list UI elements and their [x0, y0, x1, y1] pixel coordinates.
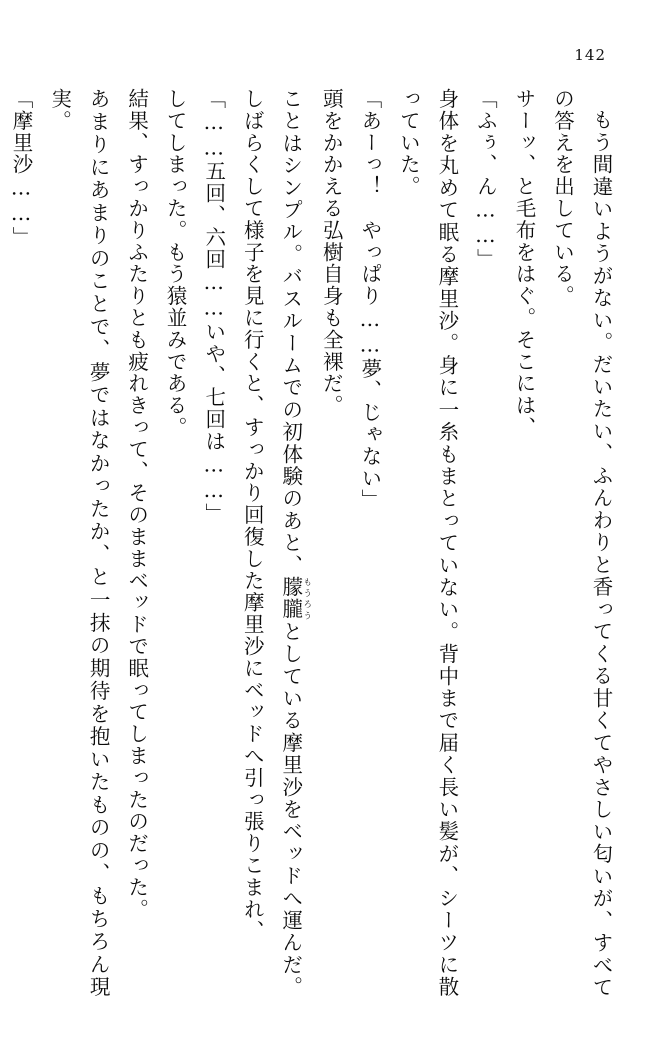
paragraph: あまりにあまりのことで、夢ではなかったか、と一抹の期待を抱いたものの、もちろん現実。 — [47, 88, 111, 998]
ruby-reading: もうろう — [301, 576, 312, 621]
paragraph: もう間違いようがない。だいたい、ふんわりと香ってくる甘くてやさしい匂いが、すべての答えを出している。 — [550, 88, 613, 998]
vertical-text-body — [9, 88, 620, 998]
ruby-base: 朦朧 — [278, 576, 303, 621]
paragraph: 身体を丸めて眠る摩里沙。身に一糸もまとっていない。背中まで届く長い髪が、シーツに散っていた。 — [396, 88, 459, 998]
paragraph-text-before: ことはシンプル。バスルームでの初体験のあと、 — [278, 88, 303, 577]
paragraph: してしまった。もう猿並みである。 — [163, 88, 188, 439]
ruby-annotation — [278, 576, 312, 621]
dialogue-line: 「あーっ！ やっぱり……夢、じゃない」 — [357, 88, 382, 512]
page-number: 142 — [574, 46, 606, 64]
paragraph-with-ruby — [233, 88, 312, 998]
paragraph-text-after: としている摩里沙をベッドへ運んだ。しばらくして様子を見に行くと、すっかり回復した摩里沙にベッドへ引っ張りこまれ、 — [240, 88, 303, 998]
dialogue-line: 「摩里沙……」 — [9, 88, 34, 249]
dialogue-line: 「……五回、六回……いや、七回は……」 — [201, 88, 226, 526]
paragraph: 頭をかかえる弘樹自身も全裸だ。 — [319, 88, 344, 417]
paragraph: 結果、すっかりふたりとも疲れきって、そのままベッドで眠ってしまったのだった。 — [124, 88, 149, 921]
dialogue-line: 「ふぅ、ん……」 — [473, 88, 498, 271]
paragraph: サーッ、と毛布をはぐ。そこには、 — [511, 88, 536, 439]
